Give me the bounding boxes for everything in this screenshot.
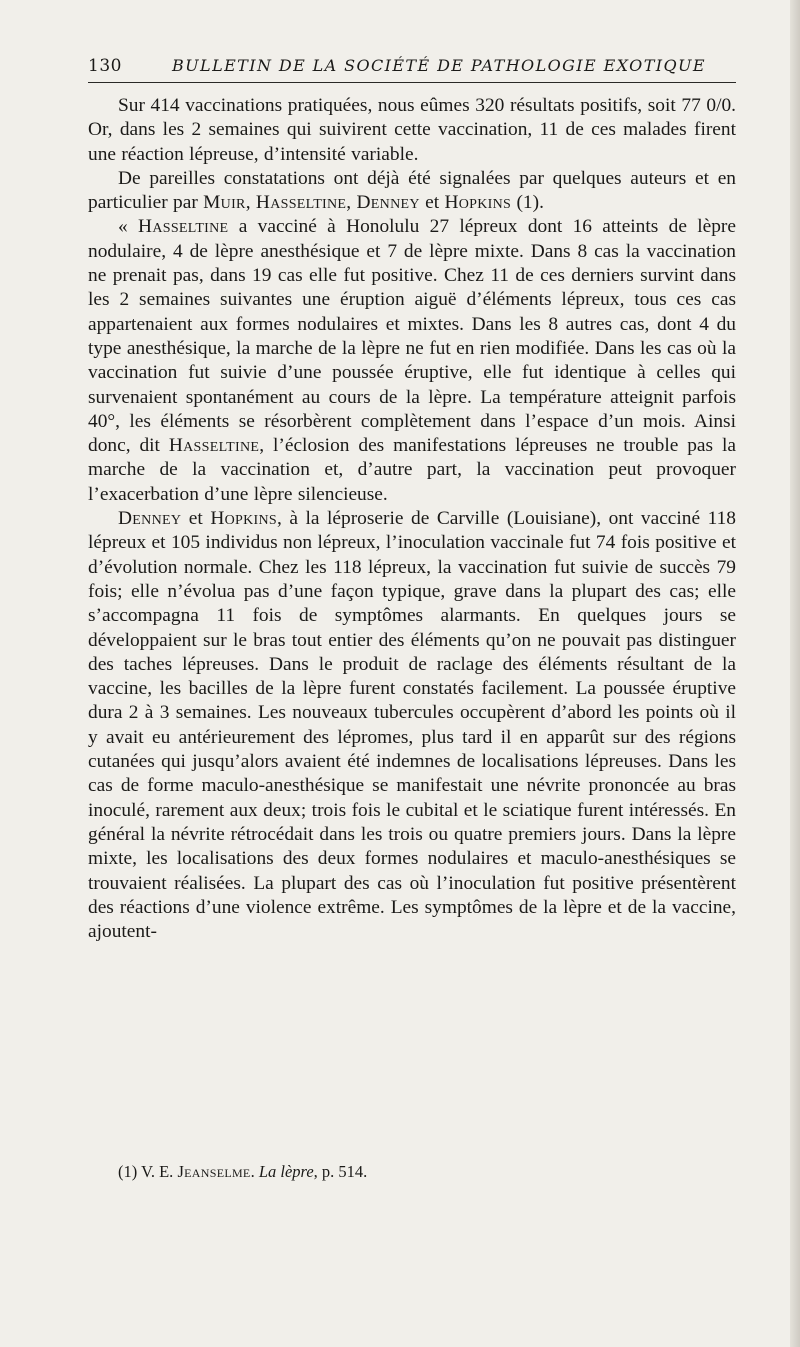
author-denney: Denney (356, 192, 420, 214)
quote-open: « (118, 216, 139, 238)
footnote-author: Jeanselme (177, 1162, 251, 1181)
separator: , (346, 192, 357, 214)
paragraph-4-text: , à la léproserie de Carville (Louisiane), ont vacciné 118 lépreux et 105 individus non lépreux, l’inoculation vaccinale fut 74 fois positive et d’évolution normale. Chez les 118 lépreux, la vaccination fut suivie de succès 79 fois; elle n’évolua pas d’une façon typique, grave dans la plupart des cas; elle s’accompagna 11 fois de symptômes alarmants. En quelques jours se développaient sur le bras tout entier des éléments qu’on ne pouvait pas distinguer des taches lépreuses. Dans le produit de raclage des éléments résultant de la vaccine, les bacilles de la lèpre furent constatés facilement. La poussée éruptive dura 2 à 3 semaines. Les nouveaux tubercules occupèrent d’abord les points où il y avait eu antérieurement des lépromes, plus tard il en apparût sur des régions cutanées qui jusqu’alors avaient été indemnes de localisations lépreuses. Dans les cas de forme maculo-anesthésique se manifestait une névrite prononcée au bras inoculé, rarement aux deux; trois fois le cubital et le sciatique furent intéressés. En général la névrite rétrocédait dans les trois ou quatre premiers jours. Dans la lèpre mixte, les localisations des deux formes nodulaires et maculo-anesthésiques se trouvaient réalisées. La plupart des cas où l’inoculation fut positive présentèrent des réactions d’une violence extrême. Les symptômes de la lèpre et de la vaccine, ajoutent- (88, 508, 736, 943)
author-hopkins: Hopkins (444, 192, 512, 214)
author-hasseltine: Hasseltine (138, 216, 229, 238)
paragraph-2-text: De pareilles constatations ont déjà été signalées par quelques auteurs et en particulier par (88, 167, 736, 214)
footnote-mark: (1) V. E. (118, 1162, 178, 1181)
author-hasseltine: Hasseltine (168, 435, 260, 457)
paragraph-3-text-b: , l’éclosion des manifestations lépreuses ne trouble pas la marche de la vaccination et, d’autre part, la vaccination peut provoquer l’exacerbation d’une lèpre silencieuse. (88, 435, 736, 505)
footnote-page: , p. 514. (313, 1162, 368, 1181)
paragraph-1 (88, 94, 736, 167)
author-denney: Denney (118, 508, 182, 530)
footnote-work: La lèpre (258, 1162, 314, 1181)
page-number: 130 (88, 56, 122, 76)
paragraph-1-text: Sur 414 vaccinations pratiquées, nous eûmes 320 résultats positifs, soit 77 0/0. Or, dans les 2 semaines qui suivirent cette vaccination, 11 de ces malades firent une réaction lépreuse, d’intensité variable. (88, 95, 736, 165)
conjunction: et (419, 192, 445, 214)
separator: , (245, 192, 256, 214)
paragraph-3-text-a: a vacciné à Honolulu 27 lépreux dont 16 atteints de lèpre nodulaire, 4 de lèpre anesthésique et 7 de lèpre mixte. Dans 8 cas la vaccination ne prenait pas, dans 19 cas elle fut positive. Chez 11 de ces derniers survint dans les 2 semaines suivantes une éruption aiguë d’éléments lépreux, tous ces cas appartenaient aux formes nodulaires et mixtes. Dans les 8 autres cas, dont 4 du type anesthésique, la marche de la lèpre ne fut en rien modifiée. Dans les cas où la vaccination fut suivie d’une poussée éruptive, elle fut identique à celles qui survenaient spontanément au cours de la lèpre. La température atteignit parfois 40°, les éléments se résorbèrent complètement dans l’espace d’un mois. Ainsi donc, dit (88, 216, 737, 457)
author-hasseltine: Hasseltine (255, 192, 347, 214)
body-text (88, 94, 736, 944)
footnote-separator: . (250, 1162, 259, 1181)
header-rule (88, 82, 736, 83)
conjunction: et (181, 508, 211, 530)
author-hopkins: Hopkins (210, 508, 277, 530)
footnote (118, 1162, 718, 1182)
paragraph-3 (88, 215, 736, 507)
running-title: BULLETIN DE LA SOCIÉTÉ DE PATHOLOGIE EXOTIQUE (172, 56, 706, 75)
footnote-reference: (1). (511, 192, 544, 214)
author-muir: Muir (203, 192, 246, 214)
paragraph-2 (88, 167, 736, 216)
running-header (88, 52, 736, 82)
paragraph-4 (88, 507, 736, 944)
page-edge (790, 0, 800, 1347)
